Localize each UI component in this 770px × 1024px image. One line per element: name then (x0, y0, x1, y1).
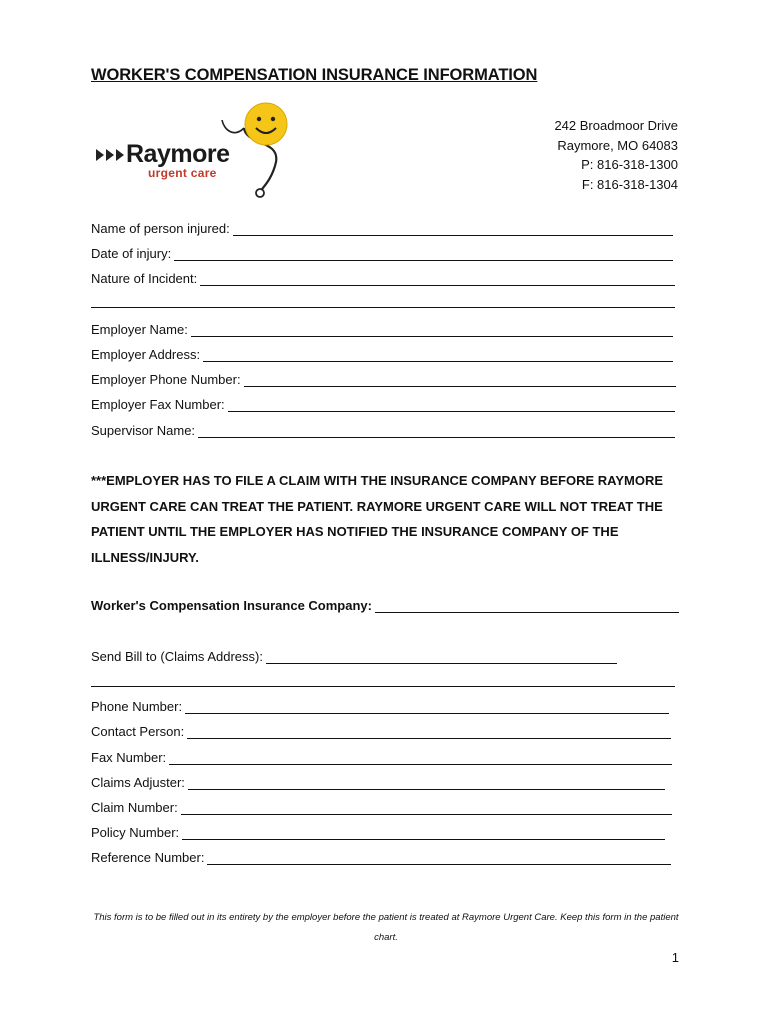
field-insurance-company[interactable] (91, 597, 679, 613)
field-label: Reference Number: (91, 850, 205, 865)
field-send-bill[interactable] (91, 648, 617, 664)
field-date-of-injury[interactable] (91, 245, 673, 261)
fill-line[interactable] (233, 225, 673, 236)
fill-line[interactable] (181, 804, 672, 815)
fill-line[interactable] (203, 351, 673, 362)
footer-instructions: This form is to be filled out in its entirety by the employer before the patient is treated at Raymore Urgent Care. Keep this form in the patient chart. (93, 912, 679, 943)
field-claim-number[interactable] (91, 799, 672, 815)
field-label: Date of injury: (91, 246, 172, 261)
page-title: WORKER'S COMPENSATION INSURANCE INFORMATION (91, 66, 538, 84)
fill-line[interactable] (169, 754, 672, 765)
fill-line[interactable] (228, 401, 675, 412)
field-employer-fax[interactable] (91, 396, 675, 412)
field-label: Supervisor Name: (91, 423, 196, 438)
field-insurance-fax[interactable] (91, 749, 672, 765)
field-label: Name of person injured: (91, 221, 230, 236)
field-employer-phone[interactable] (91, 371, 676, 387)
triple-arrow-icon (96, 147, 126, 163)
logo-name: Raymore (126, 140, 230, 168)
field-label: Employer Name: (91, 322, 188, 337)
fill-line[interactable] (191, 326, 673, 337)
field-label: Employer Fax Number: (91, 397, 225, 412)
field-label: Claim Number: (91, 800, 178, 815)
field-nature-of-incident[interactable] (91, 270, 675, 286)
fill-line[interactable] (198, 427, 675, 438)
field-person-injured[interactable] (91, 220, 673, 236)
fill-line[interactable] (187, 728, 671, 739)
address-city: Raymore, MO 64083 (557, 137, 678, 153)
field-supervisor-name[interactable] (91, 422, 675, 438)
address-street: 242 Broadmoor Drive (554, 118, 678, 133)
field-policy-number[interactable] (91, 824, 665, 840)
field-label: Send Bill to (Claims Address): (91, 649, 263, 664)
field-claims-adjuster[interactable] (91, 774, 665, 790)
field-label: Employer Phone Number: (91, 372, 241, 387)
field-label: Claims Adjuster: (91, 775, 185, 790)
clinic-address (554, 116, 678, 194)
fill-line[interactable] (266, 653, 617, 664)
field-label: Employer Address: (91, 347, 201, 362)
field-employer-address[interactable] (91, 346, 673, 362)
field-label: Policy Number: (91, 825, 180, 840)
address-phone: P: 816-318-1300 (581, 157, 678, 172)
field-insurance-phone[interactable] (91, 698, 669, 714)
fill-line[interactable] (207, 854, 671, 865)
fill-line-continuation[interactable] (91, 686, 675, 687)
fill-line[interactable] (244, 376, 676, 387)
field-label: Phone Number: (91, 699, 183, 714)
fill-line[interactable] (200, 275, 675, 286)
field-employer-name[interactable] (91, 321, 673, 337)
fill-line[interactable] (174, 250, 673, 261)
fill-line-continuation[interactable] (91, 307, 675, 308)
fill-line[interactable] (375, 602, 679, 613)
field-contact-person[interactable] (91, 723, 671, 739)
field-label: Nature of Incident: (91, 271, 198, 286)
field-label: Contact Person: (91, 724, 185, 739)
fill-line[interactable] (182, 829, 665, 840)
field-label: Worker's Compensation Insurance Company: (91, 598, 372, 613)
page-number: 1 (671, 950, 679, 965)
raymore-logo (94, 100, 294, 200)
field-label: Fax Number: (91, 750, 167, 765)
field-reference-number[interactable] (91, 849, 671, 865)
employer-claim-notice: ***EMPLOYER HAS TO FILE A CLAIM WITH THE INSURANCE COMPANY BEFORE RAYMORE URGENT CARE CAN TREAT THE PATIENT. RAYMORE URGENT CARE WILL NOT TREAT THE PATIENT UNTIL THE EMPLOYER HAS NOTIFIED THE INSURANCE COMPANY OF THE ILLNESS/INJURY. (91, 473, 664, 565)
fill-line[interactable] (188, 779, 665, 790)
fill-line[interactable] (185, 703, 669, 714)
logo-subtitle: urgent care (148, 166, 217, 180)
address-fax: F: 816-318-1304 (581, 176, 678, 192)
